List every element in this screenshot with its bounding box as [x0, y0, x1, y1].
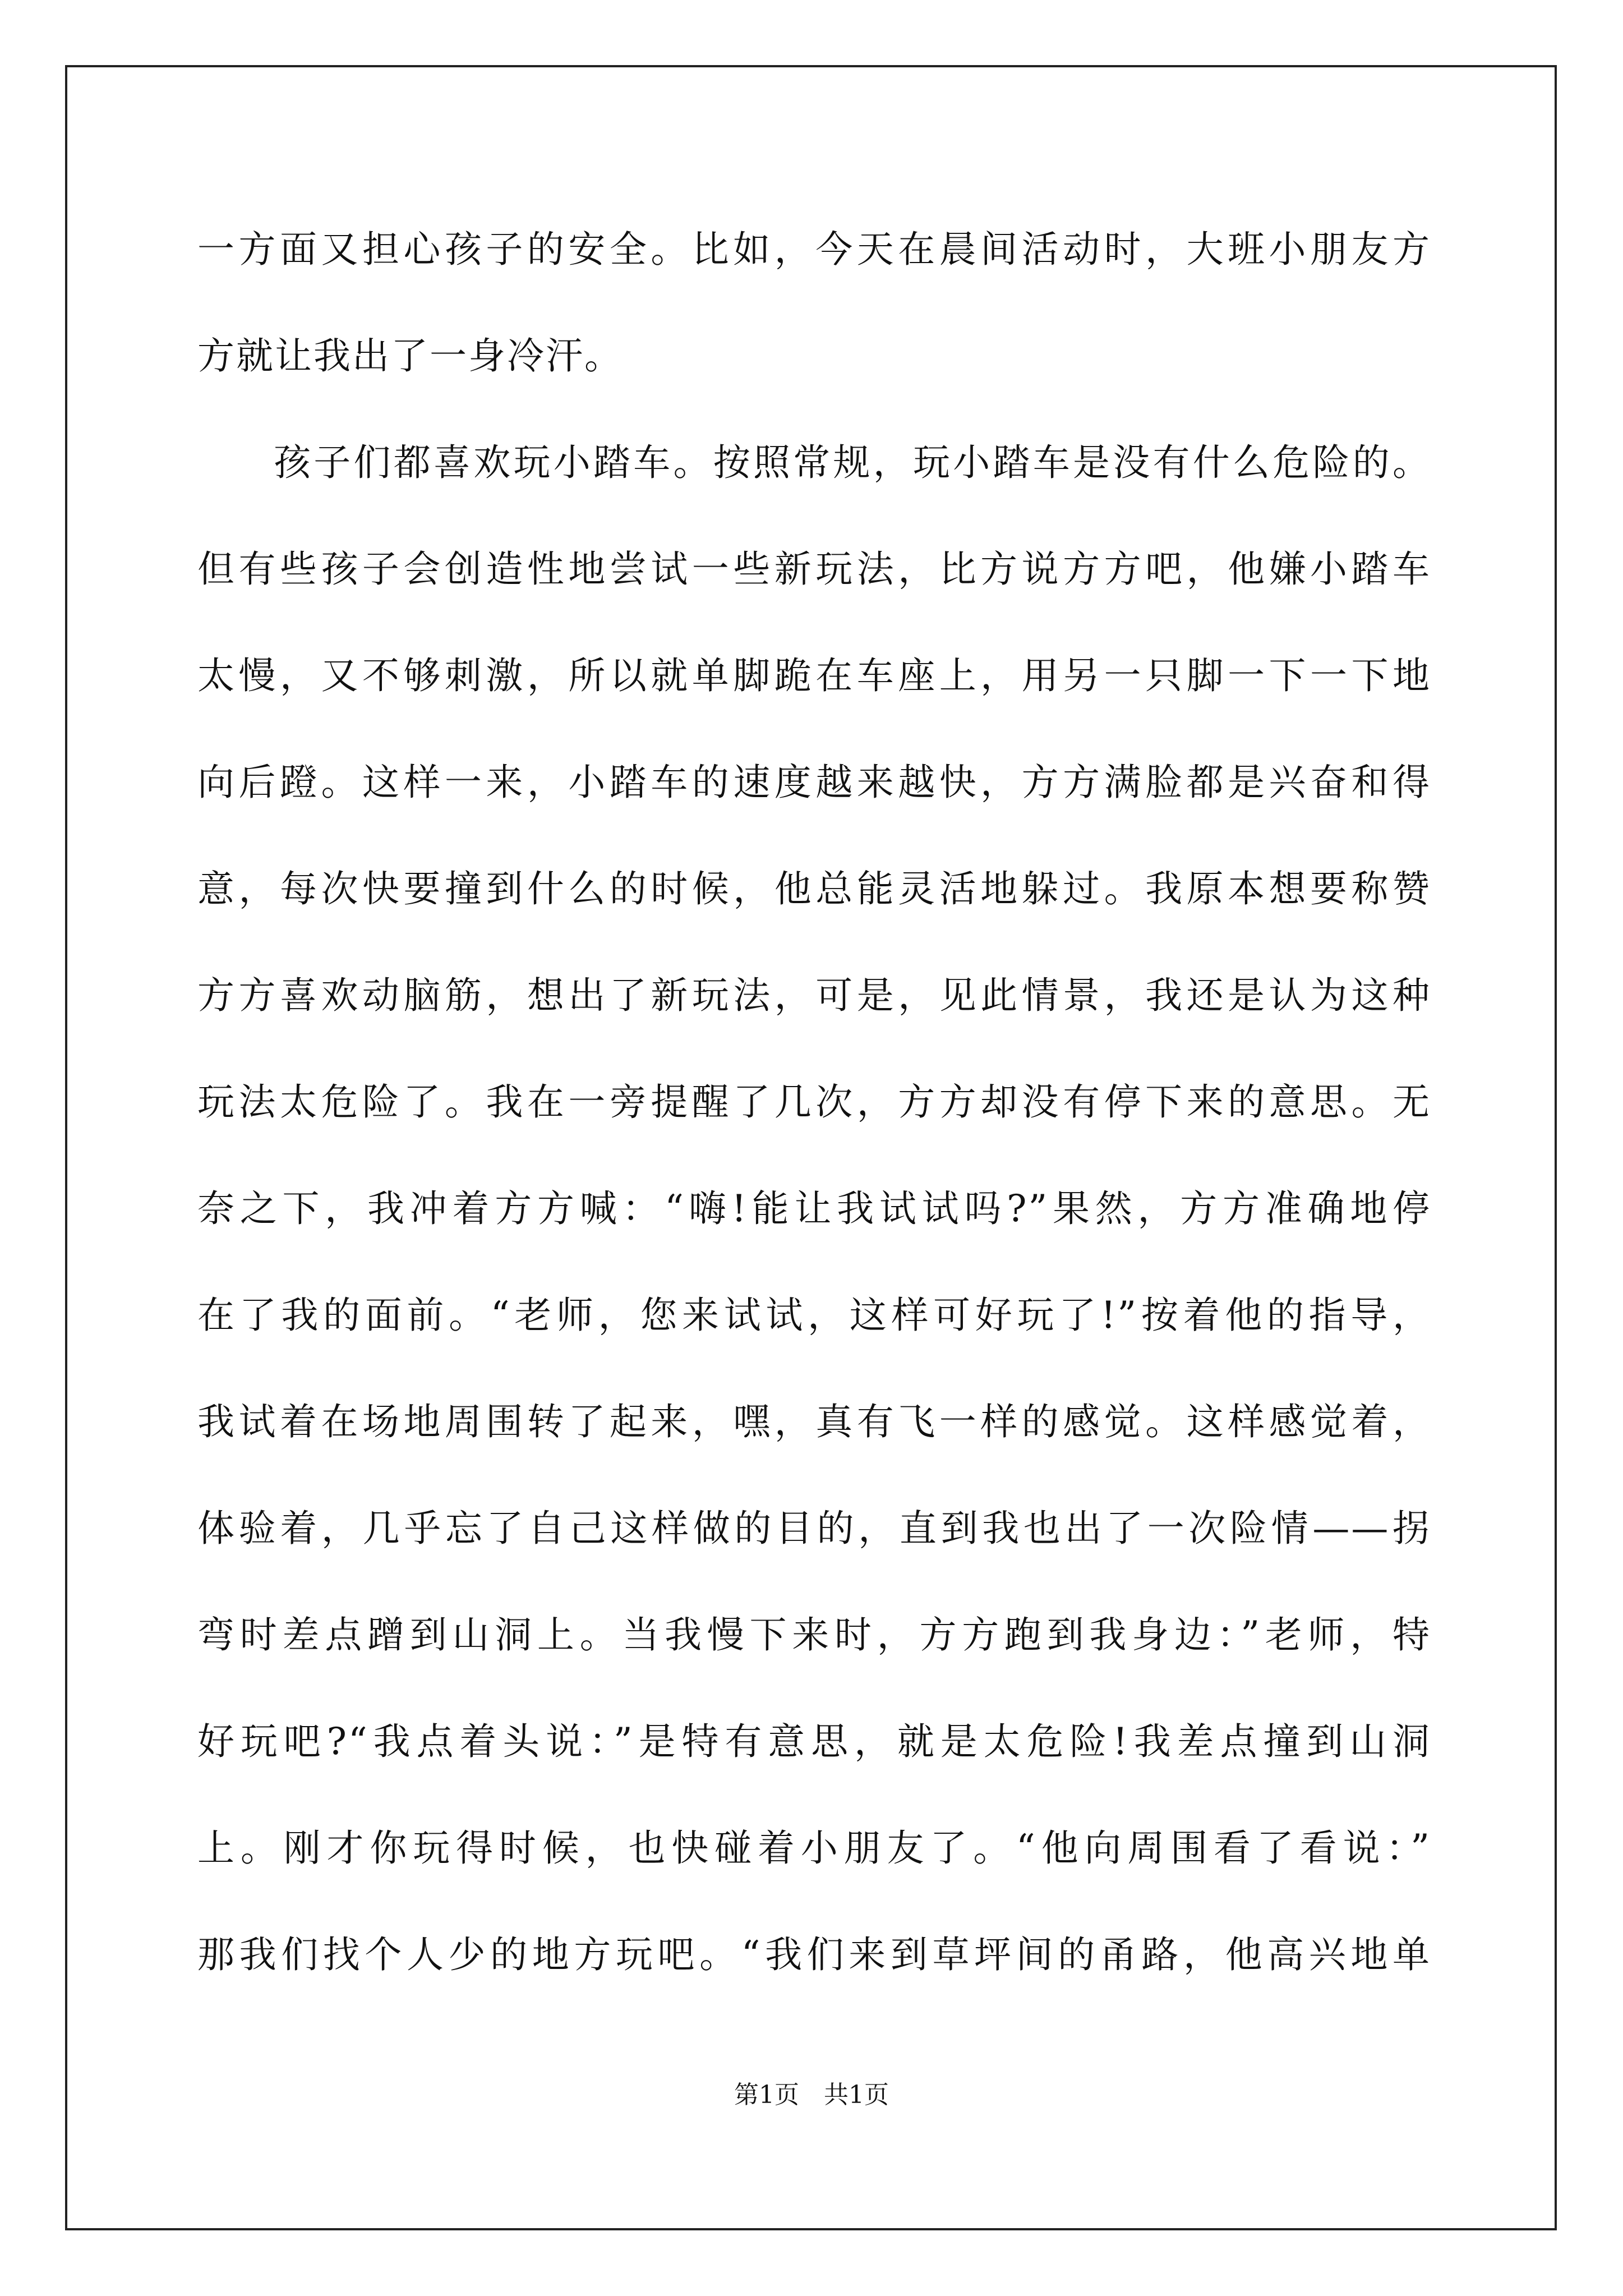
text-line: 奈之下，我冲着方方喊：“嗨!能让我试试吗?”果然，方方准确地停: [197, 1187, 1431, 1230]
text-line: 弯时差点蹭到山洞上。当我慢下来时，方方跑到我身边：”老师，特: [197, 1613, 1431, 1657]
text-line: 一方面又担心孩子的安全。比如，今天在晨间活动时，大班小朋友方: [197, 228, 1431, 271]
text-line: 孩子们都喜欢玩小踏车。按照常规，玩小踏车是没有什么危险的。: [274, 441, 1431, 484]
page-border: [65, 65, 1557, 2230]
text-line: 向后蹬。这样一来，小踏车的速度越来越快，方方满脸都是兴奋和得: [197, 761, 1431, 804]
text-line: 但有些孩子会创造性地尝试一些新玩法，比方说方方吧，他嫌小踏车: [197, 547, 1431, 591]
text-line: 方就让我出了一身冷汗。: [197, 334, 623, 378]
text-line: 体验着，几乎忘了自己这样做的目的，直到我也出了一次险情——拐: [197, 1507, 1431, 1550]
text-line: 太慢，又不够刺激，所以就单脚跪在车座上，用另一只脚一下一下地: [197, 654, 1431, 697]
text-line: 方方喜欢动脑筋，想出了新玩法，可是，见此情景，我还是认为这种: [197, 974, 1431, 1017]
text-line: 上。刚才你玩得时候，也快碰着小朋友了。“他向周围看了看说：”: [197, 1826, 1431, 1870]
page-footer: [0, 2078, 1623, 2112]
text-line: 在了我的面前。“老师，您来试试，这样可好玩了!”按着他的指导，: [197, 1294, 1431, 1337]
text-line: 那我们找个人少的地方玩吧。“我们来到草坪间的甬路，他高兴地单: [197, 1933, 1431, 1976]
page-number: 第1页 共1页: [734, 2081, 889, 2109]
text-line: 玩法太危险了。我在一旁提醒了几次，方方却没有停下来的意思。无: [197, 1080, 1431, 1124]
text-line: 好玩吧?“我点着头说：”是特有意思，就是太危险!我差点撞到山洞: [197, 1720, 1431, 1763]
text-line: 意，每次快要撞到什么的时候，他总能灵活地躲过。我原本想要称赞: [197, 867, 1431, 910]
text-line: 我试着在场地周围转了起来，嘿，真有飞一样的感觉。这样感觉着，: [197, 1400, 1431, 1443]
